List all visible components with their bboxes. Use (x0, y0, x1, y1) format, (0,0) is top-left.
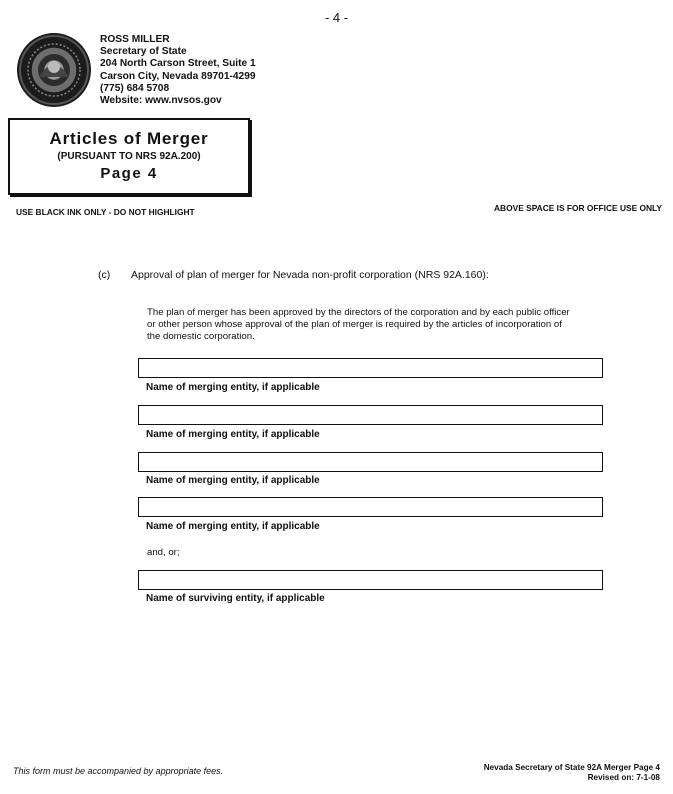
form-title-box (8, 118, 250, 195)
state-seal-icon (17, 33, 91, 107)
merging-entity-field-3[interactable] (138, 452, 603, 472)
address-line-1: 204 North Carson Street, Suite 1 (100, 58, 256, 70)
merging-entity-label-4: Name of merging entity, if applicable (146, 521, 320, 532)
merging-entity-field-2[interactable] (138, 405, 603, 425)
official-name: ROSS MILLER (100, 34, 170, 45)
official-title: Secretary of State (100, 46, 187, 58)
form-subtitle: (PURSUANT TO NRS 92A.200) (57, 151, 201, 162)
page-number: - 4 - (324, 10, 349, 25)
surviving-entity-field[interactable] (138, 570, 603, 590)
and-or-text: and, or; (147, 547, 180, 558)
section-letter: (c) (98, 269, 111, 281)
revision-date: Revised on: 7-1-08 (587, 772, 660, 782)
merging-entity-field-1[interactable] (138, 358, 603, 378)
form-page-label: Page 4 (100, 165, 158, 182)
merging-entity-field-4[interactable] (138, 497, 603, 517)
section-paragraph: The plan of merger has been approved by the directors of the corporation and by each public officer or other person whose approval of the plan of merger is required by the articles of incorporation of the domestic corporation. (147, 307, 570, 342)
merging-entity-label-1: Name of merging entity, if applicable (146, 382, 320, 393)
surviving-entity-label: Name of surviving entity, if applicable (146, 593, 325, 604)
ink-instruction: USE BLACK INK ONLY - DO NOT HIGHLIGHT (16, 207, 195, 217)
phone-number: (775) 684 5708 (100, 82, 170, 94)
fees-note: This form must be accompanied by appropriate fees. (13, 766, 224, 776)
merging-entity-label-2: Name of merging entity, if applicable (146, 429, 320, 440)
website: Website: www.nvsos.gov (100, 95, 222, 107)
address-line-2: Carson City, Nevada 89701-4299 (100, 70, 256, 82)
form-title: Articles of Merger (49, 129, 209, 148)
section-heading: Approval of plan of merger for Nevada non-profit corporation (NRS 92A.160): (131, 269, 489, 281)
merging-entity-label-3: Name of merging entity, if applicable (146, 475, 320, 486)
secretary-of-state-header (100, 34, 256, 107)
office-use-note: ABOVE SPACE IS FOR OFFICE USE ONLY (494, 203, 662, 213)
form-identifier: Nevada Secretary of State 92A Merger Page 4 (483, 763, 660, 772)
form-revision-info (484, 763, 660, 783)
